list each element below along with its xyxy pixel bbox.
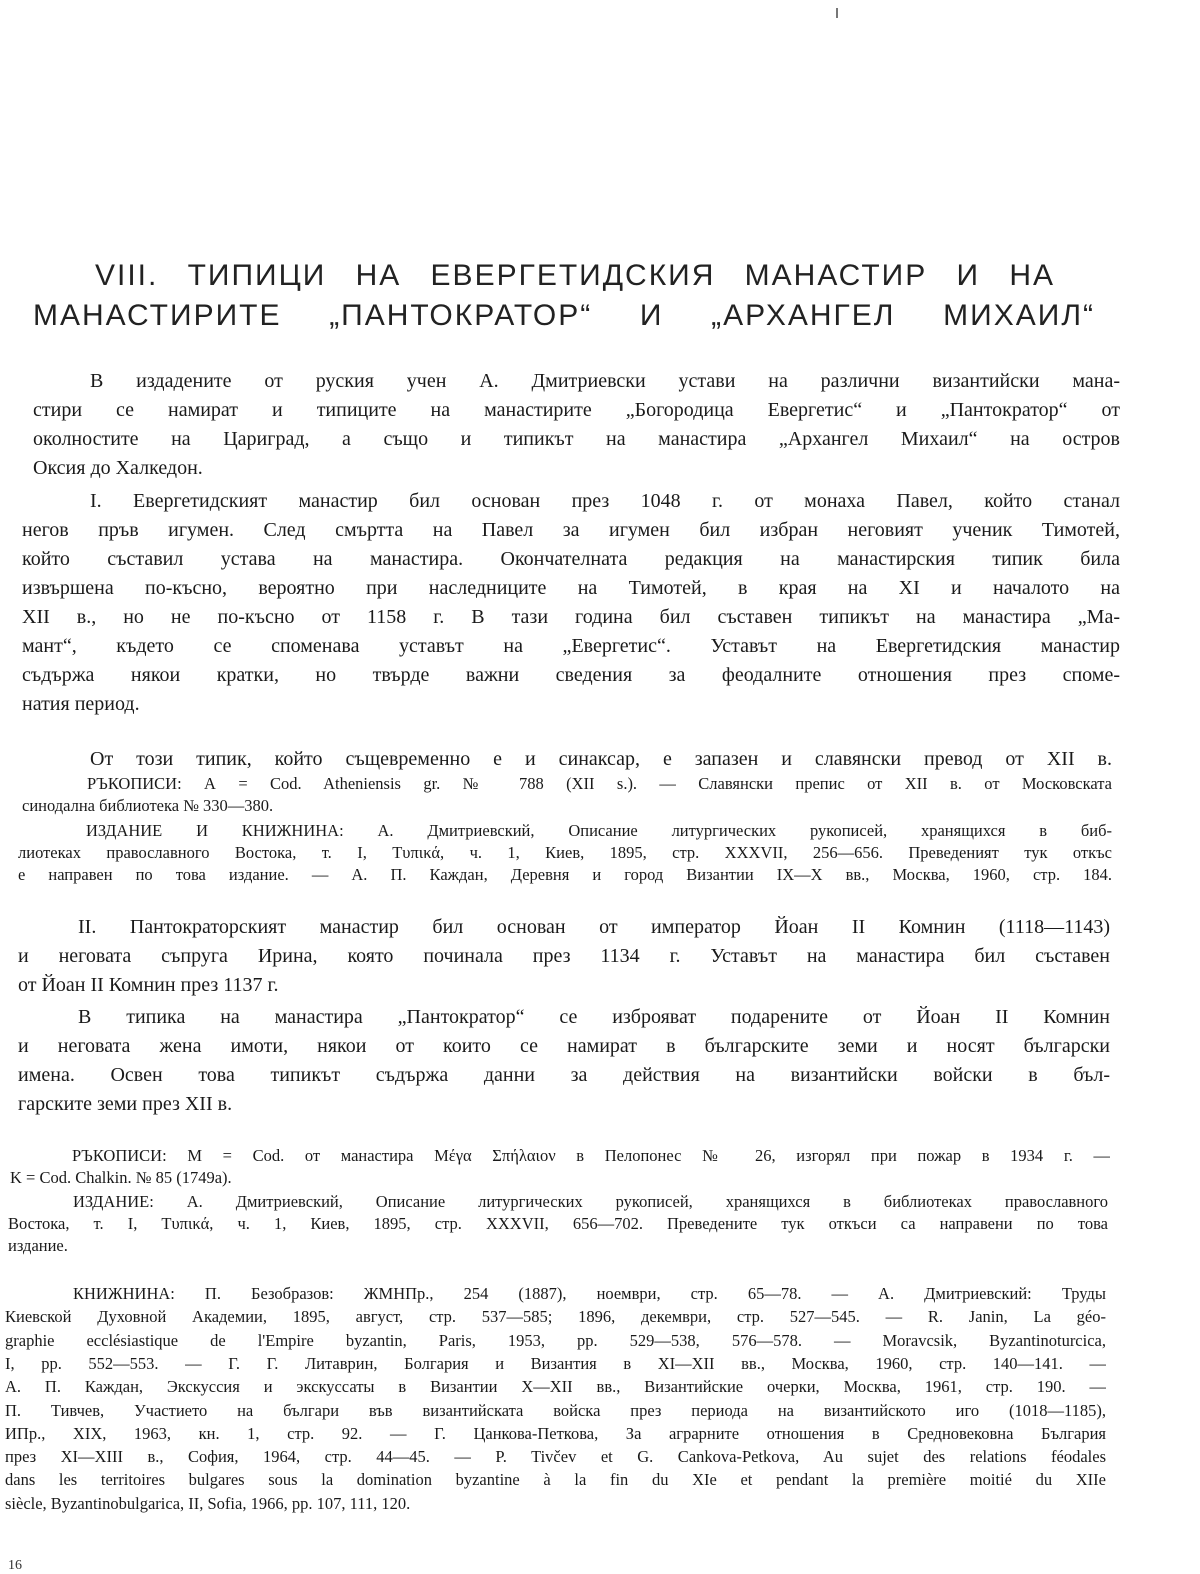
edition-note-line: ИЗДАНИЕ И КНИЖНИНА: А. Дмитриевский, Описание литургических рукописей, хранящихся в биб- [86, 821, 1112, 840]
chapter-title-line: VIII. ТИПИЦИ НА ЕВЕРГЕТИДСКИЯ МАНАСТИР И НА [95, 259, 1055, 292]
evergetis-paragraph-line: натия период. [22, 693, 140, 715]
literature-note-line: siècle, Byzantinobulgarica, II, Sofia, 1966, pp. 107, 111, 120. [5, 1493, 411, 1513]
manuscripts-2-note-line: РЪКОПИСИ: M = Cod. от манастира Μέγα Σπήλαιον в Пелопонес № 26, изгорял при пожар в 1934 г. — [72, 1146, 1110, 1165]
pantokrator-typikon-paragraph-line: гарските земи през XII в. [18, 1093, 233, 1115]
manuscripts-note-line: РЪКОПИСИ: А = Cod. Atheniensis gr. № 788 (XII s.). — Славянски препис от XII в. от Московската [87, 774, 1112, 793]
evergetis-paragraph-line: съдържа някои кратки, но твърде важни сведения за феодалните отношения през споме- [22, 664, 1120, 686]
literature-note-line: А. П. Каждан, Экскуссия и экскуссаты в Византии X—XII вв., Византийские очерки, Москва, 1961, стр. 190. — [5, 1377, 1106, 1397]
literature-note-line: през XI—XIII в., София, 1964, стр. 44—45. — P. Tivčev et G. Cankova-Petkova, Au sujet des relations féodales [5, 1447, 1106, 1467]
scan-speck [836, 8, 838, 18]
literature-note-line: graphie ecclésiastique de l'Empire byzantin, Paris, 1953, pp. 529—538, 576—578. — Moravcsik, Byzantinoturcica, [5, 1330, 1106, 1350]
pantokrator-paragraph-line: II. Пантократорският манастир бил основан от император Йоан II Комнин (1118—1143) [78, 916, 1110, 938]
chapter-title-line: МАНАСТИРИТЕ „ПАНТОКРАТОР“ И „АРХАНГЕЛ МИХАИЛ“ [33, 299, 1095, 332]
pantokrator-typikon-paragraph-line: имена. Освен това типикът съдържа данни за действия на византийски войски в бъл- [18, 1064, 1110, 1086]
evergetis-paragraph-line: извършена по-късно, вероятно при наследниците на Тимотей, в края на XI и началото на [22, 577, 1120, 599]
pantokrator-typikon-paragraph-line: и неговата жена имоти, някои от които се намират в българските земи и носят български [18, 1035, 1110, 1057]
intro-paragraph-line: В издадените от руския учен А. Дмитриевски устави на различни византийски мана- [90, 370, 1120, 392]
literature-note-line: I, pp. 552—553. — Г. Г. Литаврин, Болгария и Византия в XI—XII вв., Москва, 1960, стр. 140—141. — [5, 1353, 1106, 1373]
intro-paragraph-line: околностите на Цариград, а също и типикът на манастира „Архангел Михаил“ на остров [33, 428, 1120, 450]
edition-note-line: лиотеках православного Востока, т. I, Τυπικά, ч. 1, Киев, 1895, стр. XXXVII, 256—656. Преведеният тук откъс [18, 843, 1112, 862]
edition-2-note-line: Востока, т. I, Τυπικά, ч. 1, Киев, 1895, стр. XXXVII, 656—702. Преведените тук откъси са направени по това [8, 1214, 1108, 1233]
evergetis-paragraph-line: I. Евергетидският манастир бил основан през 1048 г. от монаха Павел, който станал [90, 490, 1120, 512]
evergetis-paragraph-line: мант“, където се споменава уставът на „Евергетис“. Уставът на Евергетидския манастир [22, 635, 1120, 657]
pantokrator-paragraph-line: и неговата съпруга Ирина, която починала през 1134 г. Уставът на манастира бил съставен [18, 945, 1110, 967]
evergetis-paragraph-line: XII в., но не по-късно от 1158 г. В тази година бил съставен типикът на манастира „Ма- [22, 606, 1120, 628]
pantokrator-typikon-paragraph-line: В типика на манастира „Пантократор“ се изброяват подарените от Йоан II Комнин [78, 1006, 1110, 1028]
synaxar-paragraph-line: От този типик, който същевременно е и синаксар, е запазен и славянски превод от XII в. [90, 748, 1112, 770]
edition-2-note-line: издание. [8, 1236, 68, 1255]
literature-note-line: ИПр., XIX, 1963, кн. 1, стр. 92. — Г. Цанкова-Петкова, За аграрните отношения в Средновековна България [5, 1423, 1106, 1443]
literature-note-line: Киевской Духовной Академии, 1895, август, стр. 537—585; 1896, декември, стр. 527—545. — R. Janin, La géo- [5, 1307, 1106, 1327]
literature-note-line: dans les territoires bulgares sous la domination byzantine à la fin du XIe et pendant la première moitié du XIIe [5, 1470, 1106, 1490]
page-number: 16 [8, 1558, 22, 1573]
edition-2-note-line: ИЗДАНИЕ: А. Дмитриевский, Описание литургических рукописей, хранящихся в библиотеках православного [73, 1192, 1108, 1211]
intro-paragraph-line: Оксия до Халкедон. [33, 457, 203, 479]
literature-note-line: КНИЖНИНА: П. Безобразов: ЖМНПр., 254 (1887), ноември, стр. 65—78. — А. Дмитриевский: Труды [73, 1284, 1106, 1303]
manuscripts-2-note-line: K = Cod. Chalkin. № 85 (1749a). [10, 1168, 232, 1187]
manuscripts-note-line: синодална библиотека № 330—380. [22, 796, 274, 815]
evergetis-paragraph-line: негов пръв игумен. След смъртта на Павел за игумен бил избран неговият ученик Тимотей, [22, 519, 1120, 541]
pantokrator-paragraph-line: от Йоан II Комнин през 1137 г. [18, 974, 279, 996]
literature-note-line: П. Тивчев, Участието на българи във византийската войска през периода на византийското иго (1018—1185), [5, 1400, 1106, 1420]
evergetis-paragraph-line: който съставил устава на манастира. Окончателната редакция на манастирския типик била [22, 548, 1120, 570]
edition-note-line: е направен по това издание. — А. П. Каждан, Деревня и город Византии IX—X вв., Москва, 1960, стр. 184. [18, 865, 1112, 884]
intro-paragraph-line: стири се намират и типиците на манастирите „Богородица Евергетис“ и „Пантократор“ от [33, 399, 1120, 421]
